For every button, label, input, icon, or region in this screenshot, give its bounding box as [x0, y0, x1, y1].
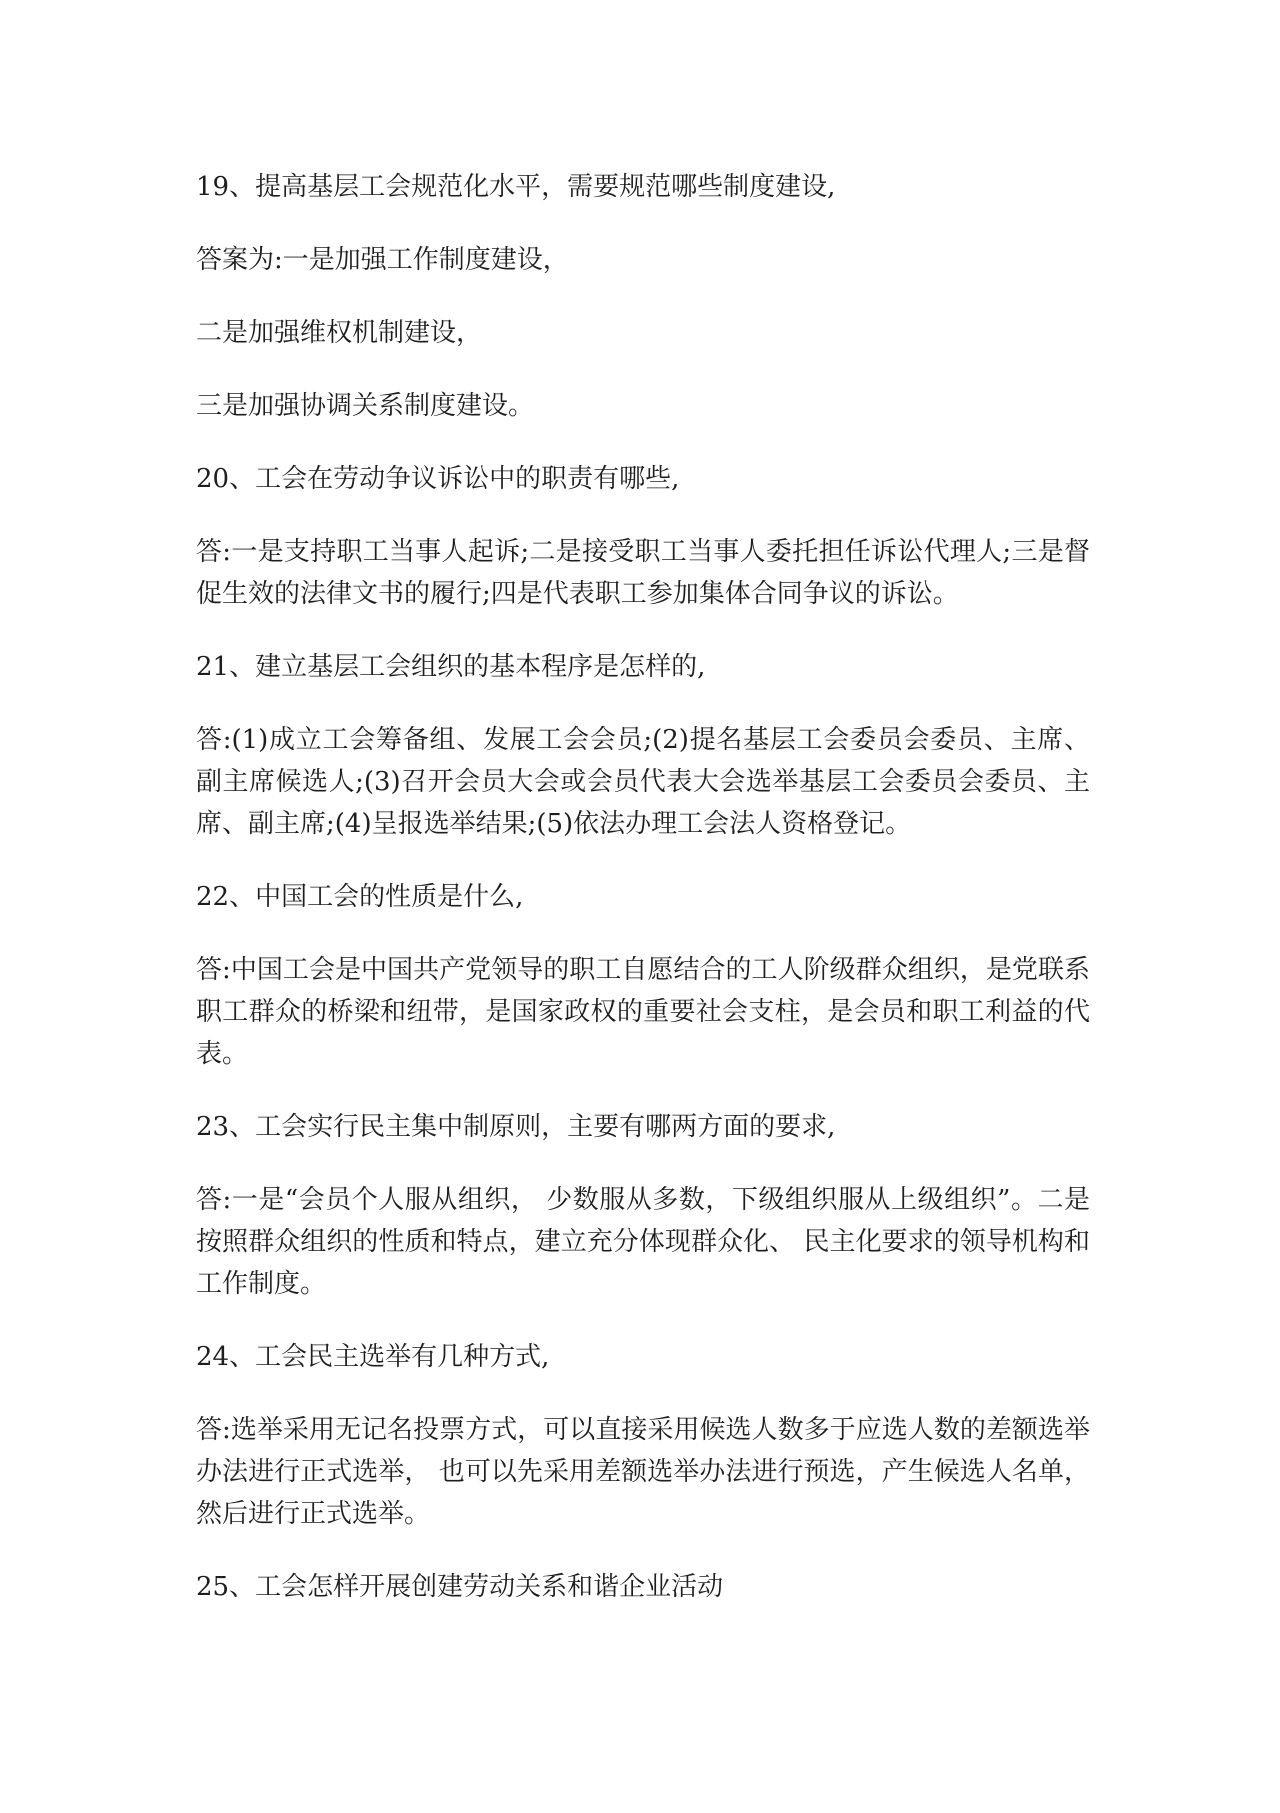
- question-25: 25、工会怎样开展创建劳动关系和谐企业活动: [196, 1572, 724, 1602]
- question-24: 24、工会民主选举有几种方式,: [196, 1342, 550, 1372]
- answer-24: 答:选举采用无记名投票方式，可以直接采用候选人数多于应选人数的差额选举办法进行正式选举， 也可以先采用差额选举办法进行预选，产生候选人名单，然后进行正式选举。: [196, 1415, 1091, 1529]
- answer-19-line-2: 二是加强维权机制建设，: [196, 318, 483, 348]
- answer-21: 答:(1)成立工会筹备组、发展工会会员;(2)提名基层工会委员会委员、主席、副主席候选人;(3)召开会员大会或会员代表大会选举基层工会委员会委员、主席、副主席;(4)呈报选举结果;(5)依法办理工会法人资格登记。: [196, 725, 1090, 839]
- question-23: 23、工会实行民主集中制原则，主要有哪两方面的要求,: [196, 1112, 836, 1142]
- answer-23: 答:一是“会员个人服从组织， 少数服从多数，下级组织服从上级组织”。二是按照群众组织的性质和特点，建立充分体现群众化、 民主化要求的领导机构和工作制度。: [196, 1185, 1090, 1299]
- question-21: 21、建立基层工会组织的基本程序是怎样的,: [196, 652, 706, 682]
- question-19: 19、提高基层工会规范化水平，需要规范哪些制度建设,: [196, 172, 836, 202]
- answer-19-line-1: 答案为:一是加强工作制度建设，: [196, 245, 569, 275]
- answer-22: 答:中国工会是中国共产党领导的职工自愿结合的工人阶级群众组织，是党联系职工群众的桥梁和纽带，是国家政权的重要社会支柱，是会员和职工利益的代表。: [196, 955, 1090, 1069]
- answer-19-line-3: 三是加强协调关系制度建设。: [196, 391, 535, 421]
- question-20: 20、工会在劳动争议诉讼中的职责有哪些,: [196, 464, 680, 494]
- question-22: 22、中国工会的性质是什么,: [196, 882, 524, 912]
- answer-20: 答:一是支持职工当事人起诉;二是接受职工当事人委托担任诉讼代理人;三是督促生效的法律文书的履行;四是代表职工参加集体合同争议的诉讼。: [196, 537, 1090, 609]
- document-body: [196, 166, 1090, 1608]
